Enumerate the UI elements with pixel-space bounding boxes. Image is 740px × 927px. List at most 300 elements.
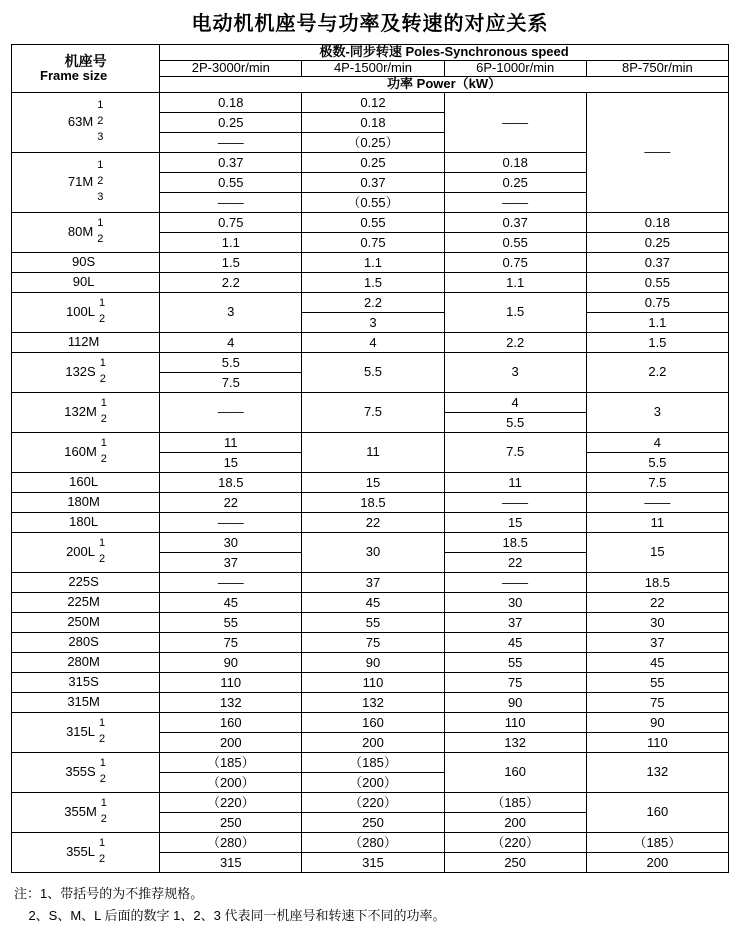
- cell-c2: [302, 592, 444, 612]
- cell-c1: [160, 592, 302, 612]
- frame-size-variant: 2: [99, 853, 106, 866]
- table-row: [12, 692, 729, 712]
- cell-value: ——: [502, 114, 529, 130]
- cell-value: 45: [650, 654, 665, 670]
- cell-value: 132: [646, 764, 669, 780]
- cell-value: 200: [646, 854, 669, 870]
- frame-size-cell: [12, 272, 160, 292]
- cell-c4: [586, 832, 728, 872]
- cell-value: 0.75: [160, 213, 301, 233]
- table-row: [12, 332, 729, 352]
- table-row: [12, 752, 729, 792]
- frame-size-label: 250M: [67, 613, 100, 629]
- table-row: [12, 512, 729, 532]
- cell-value: 200: [504, 814, 527, 830]
- cell-value: 1.5: [648, 334, 667, 350]
- frame-size-label: 80M: [67, 223, 94, 239]
- frame-size-label: 100L: [66, 303, 95, 319]
- cell-value: 90: [587, 713, 728, 733]
- cell-c2: [302, 532, 444, 572]
- cell-value: 15: [365, 474, 381, 490]
- cell-value: （280）: [160, 833, 301, 853]
- table-row: [12, 352, 729, 392]
- cell-value: 30: [650, 614, 665, 630]
- cell-value: 7.5: [221, 374, 240, 390]
- frame-size-label: 112M: [67, 333, 100, 349]
- cell-value: 3: [227, 304, 235, 320]
- cell-value: 0.25: [445, 173, 586, 193]
- cell-c3: [444, 692, 586, 712]
- cell-c4: [586, 332, 728, 352]
- table-row: [12, 292, 729, 332]
- cell-value: 90: [507, 694, 523, 710]
- frame-size-variant: 3: [97, 191, 104, 204]
- cell-value: 30: [507, 594, 523, 610]
- cell-value: 7.5: [506, 444, 525, 460]
- cell-value: 1.5: [221, 254, 240, 270]
- cell-value: ——: [502, 574, 529, 590]
- cell-c1: [160, 712, 302, 752]
- cell-value: 160: [504, 764, 527, 780]
- cell-value: 18.5: [218, 474, 244, 490]
- cell-value: 1.1: [221, 234, 240, 250]
- frame-size-variant: 1: [99, 537, 106, 550]
- header-speed-column-3: 6P-1000r/min: [444, 60, 586, 76]
- frame-size-label: 200L: [66, 543, 95, 559]
- cell-c1: [160, 492, 302, 512]
- frame-size-cell: [12, 692, 160, 712]
- cell-c1: [160, 152, 302, 212]
- cell-value: 160: [646, 804, 669, 820]
- cell-value: 160: [302, 713, 443, 733]
- cell-value: 4: [587, 433, 728, 453]
- cell-c2: [302, 512, 444, 532]
- cell-value: 132: [362, 694, 384, 710]
- cell-value: 5.5: [506, 414, 525, 430]
- cell-value: 37: [223, 554, 239, 570]
- frame-size-cell: [12, 832, 160, 872]
- frame-size-cell: [12, 332, 160, 352]
- cell-value: 315: [219, 854, 242, 870]
- cell-c4: [586, 92, 728, 212]
- cell-value: 37: [650, 634, 665, 650]
- cell-value: 5.5: [648, 454, 667, 470]
- cell-value: ——: [644, 494, 671, 510]
- cell-c4: [586, 352, 728, 392]
- cell-c4: [586, 752, 728, 792]
- frame-size-variants: [99, 296, 105, 328]
- cell-value: 75: [223, 634, 239, 650]
- cell-c1: [160, 832, 302, 872]
- cell-c1: [160, 272, 302, 292]
- cell-value: 2.2: [506, 334, 525, 350]
- frame-size-cell: [12, 712, 160, 752]
- cell-c4: [586, 612, 728, 632]
- frame-size-label: 180L: [69, 513, 99, 529]
- cell-c2: [302, 432, 444, 472]
- frame-size-variant: 2: [99, 553, 106, 566]
- frame-size-label: 160M: [64, 443, 97, 459]
- cell-c4: [586, 532, 728, 572]
- frame-size-label: 280S: [68, 633, 99, 649]
- cell-value: 0.37: [644, 254, 671, 270]
- cell-value: 11: [366, 444, 380, 460]
- cell-c4: [586, 792, 728, 832]
- note-2: 2、S、M、L 后面的数字 1、2、3 代表同一机座号和转速下不同的功率。: [14, 907, 446, 923]
- note-1: 注：1、带括号的为不推荐规格。: [14, 885, 204, 901]
- cell-value: 18.5: [644, 574, 671, 590]
- header-poles-group: 极数-同步转速 Poles-Synchronous speed: [160, 45, 729, 61]
- cell-value: （185）: [160, 753, 301, 773]
- cell-c4: [586, 672, 728, 692]
- frame-size-label: 63M: [67, 113, 94, 129]
- frame-size-variant: 1: [99, 717, 106, 730]
- cell-value: 55: [650, 674, 665, 690]
- cell-value: （185）: [445, 793, 586, 813]
- cell-c3: [444, 92, 586, 152]
- cell-c4: [586, 512, 728, 532]
- cell-value: 22: [650, 594, 665, 610]
- cell-c2: [302, 212, 444, 252]
- cell-value: （200）: [349, 774, 397, 790]
- cell-c3: [444, 652, 586, 672]
- frame-size-variant: 1: [97, 99, 104, 112]
- cell-value: 1.1: [648, 314, 667, 330]
- cell-c4: [586, 712, 728, 752]
- cell-value: （0.25）: [347, 134, 399, 150]
- frame-size-cell: [12, 592, 160, 612]
- cell-c3: [444, 672, 586, 692]
- cell-c2: [302, 692, 444, 712]
- cell-value: 45: [507, 634, 523, 650]
- frame-size-variant: 1: [100, 437, 107, 450]
- cell-c4: [586, 692, 728, 712]
- cell-c2: [302, 752, 444, 792]
- cell-c3: [444, 352, 586, 392]
- header-speed-column-1: 2P-3000r/min: [160, 60, 302, 76]
- cell-value: （220）: [445, 833, 586, 853]
- frame-size-variant: 1: [97, 159, 104, 172]
- table-row: [12, 532, 729, 572]
- header-frame-size-cn: 机座号: [64, 52, 107, 69]
- cell-c3: [444, 832, 586, 872]
- header-frame-size: [12, 45, 160, 93]
- cell-c1: [160, 352, 302, 392]
- table-row: [12, 592, 729, 612]
- cell-value: 0.55: [644, 274, 671, 290]
- table-row: [12, 472, 729, 492]
- frame-size-cell: [12, 512, 160, 532]
- frame-size-variant: 2: [97, 233, 104, 246]
- cell-value: 0.37: [302, 173, 443, 193]
- cell-value: 11: [160, 433, 301, 453]
- cell-value: 22: [223, 494, 239, 510]
- cell-value: 0.25: [644, 234, 671, 250]
- cell-value: 0.55: [302, 213, 443, 233]
- frame-size-cell: [12, 212, 160, 252]
- frame-size-label: 160L: [69, 473, 99, 489]
- cell-value: 15: [507, 514, 523, 530]
- cell-c1: [160, 432, 302, 472]
- cell-c1: [160, 652, 302, 672]
- cell-value: 18.5: [360, 494, 386, 510]
- frame-size-variants: [101, 796, 107, 828]
- cell-c2: [302, 352, 444, 392]
- cell-c2: [302, 252, 444, 272]
- frame-size-label: 280M: [67, 653, 100, 669]
- cell-value: 3: [653, 404, 661, 420]
- cell-c2: [302, 472, 444, 492]
- cell-value: 37: [365, 574, 381, 590]
- cell-value: （185）: [302, 753, 443, 773]
- cell-c2: [302, 712, 444, 752]
- cell-value: 22: [507, 554, 523, 570]
- cell-value: 1.1: [363, 254, 383, 270]
- frame-size-variant: 1: [100, 397, 107, 410]
- frame-size-variants: [97, 158, 103, 206]
- table-row: [12, 572, 729, 592]
- cell-value: 315: [362, 854, 384, 870]
- cell-c3: [444, 492, 586, 512]
- frame-size-cell: [12, 652, 160, 672]
- cell-c4: [586, 272, 728, 292]
- cell-value: 75: [650, 694, 665, 710]
- cell-value: 55: [365, 614, 381, 630]
- cell-c4: [586, 472, 728, 492]
- cell-c3: [444, 392, 586, 432]
- frame-size-cell: [12, 572, 160, 592]
- cell-value: 110: [220, 674, 242, 690]
- table-row: [12, 792, 729, 832]
- cell-c1: [160, 532, 302, 572]
- frame-size-cell: [12, 532, 160, 572]
- cell-c4: [586, 492, 728, 512]
- cell-value: 0.18: [302, 113, 443, 133]
- frame-size-label: 355L: [66, 843, 95, 859]
- cell-value: 75: [365, 634, 381, 650]
- cell-c2: [302, 572, 444, 592]
- cell-value: 55: [223, 614, 239, 630]
- cell-value: 30: [160, 533, 301, 553]
- header-frame-size-en: Frame size: [40, 67, 108, 83]
- frame-size-variants: [99, 836, 105, 868]
- frame-size-cell: [12, 352, 160, 392]
- cell-c3: [444, 472, 586, 492]
- frame-size-cell: [12, 152, 160, 212]
- table-row: [12, 252, 729, 272]
- frame-size-variant: 1: [99, 837, 106, 850]
- cell-c3: [444, 272, 586, 292]
- frame-size-label: 132S: [65, 363, 96, 379]
- frame-size-variants: [101, 396, 107, 428]
- cell-value: 15: [650, 544, 665, 560]
- cell-c1: [160, 632, 302, 652]
- table-row: [12, 392, 729, 432]
- table-row: [12, 712, 729, 752]
- cell-c3: [444, 212, 586, 252]
- motor-power-speed-table: [11, 44, 729, 873]
- cell-value: 132: [219, 694, 242, 710]
- frame-size-cell: [12, 752, 160, 792]
- cell-c1: [160, 292, 302, 332]
- cell-value: 200: [362, 734, 384, 750]
- cell-c1: [160, 212, 302, 252]
- frame-size-label: 315L: [66, 723, 95, 739]
- frame-size-variant: 1: [100, 797, 107, 810]
- frame-size-variant: 2: [99, 733, 106, 746]
- cell-value: 45: [223, 594, 239, 610]
- cell-value: 0.12: [302, 93, 443, 113]
- cell-value: 250: [362, 814, 384, 830]
- cell-value: （185）: [587, 833, 728, 853]
- cell-value: 0.18: [445, 153, 586, 173]
- frame-size-label: 225M: [67, 593, 100, 609]
- frame-size-variant: 2: [97, 175, 104, 188]
- cell-value: 2.2: [648, 364, 667, 380]
- cell-c4: [586, 652, 728, 672]
- cell-value: 30: [365, 544, 381, 560]
- frame-size-variants: [101, 436, 107, 468]
- cell-c2: [302, 392, 444, 432]
- cell-c3: [444, 612, 586, 632]
- frame-size-variant: 2: [97, 115, 104, 128]
- cell-value: 0.55: [160, 173, 301, 193]
- cell-c3: [444, 632, 586, 652]
- cell-value: 4: [227, 334, 235, 350]
- cell-value: 22: [365, 514, 381, 530]
- table-row: [12, 432, 729, 472]
- frame-size-variant: 2: [100, 453, 107, 466]
- cell-value: 0.55: [502, 234, 528, 250]
- frame-size-variants: [97, 216, 103, 248]
- cell-c2: [302, 332, 444, 352]
- cell-value: 7.5: [648, 474, 667, 490]
- cell-value: 1.1: [506, 274, 525, 290]
- cell-c4: [586, 432, 728, 472]
- frame-size-variant: 2: [99, 373, 106, 386]
- cell-value: ——: [217, 194, 244, 210]
- table-row: [12, 632, 729, 652]
- frame-size-cell: [12, 472, 160, 492]
- cell-value: 75: [507, 674, 523, 690]
- table-row: [12, 832, 729, 872]
- cell-c2: [302, 792, 444, 832]
- cell-c2: [302, 612, 444, 632]
- cell-value: 200: [219, 734, 242, 750]
- cell-value: 250: [219, 814, 242, 830]
- frame-size-variant: 1: [99, 357, 106, 370]
- cell-value: 0.25: [160, 113, 301, 133]
- cell-value: ——: [644, 144, 671, 160]
- frame-size-label: 355S: [65, 763, 96, 779]
- frame-size-label: 355M: [64, 803, 97, 819]
- cell-value: ——: [217, 514, 244, 530]
- table-row: [12, 92, 729, 152]
- cell-value: ——: [502, 194, 529, 210]
- cell-c2: [302, 672, 444, 692]
- cell-c4: [586, 252, 728, 272]
- cell-value: 1.5: [506, 304, 525, 320]
- cell-c2: [302, 152, 444, 212]
- cell-value: 3: [369, 314, 377, 330]
- table-row: [12, 652, 729, 672]
- frame-size-variants: [97, 98, 103, 146]
- cell-value: ——: [217, 574, 244, 590]
- cell-c3: [444, 432, 586, 472]
- cell-c3: [444, 512, 586, 532]
- cell-value: ——: [502, 494, 529, 510]
- frame-size-cell: [12, 792, 160, 832]
- cell-value: （200）: [206, 774, 255, 790]
- frame-size-variant: 2: [99, 773, 106, 786]
- cell-c3: [444, 572, 586, 592]
- cell-c1: [160, 792, 302, 832]
- cell-value: （220）: [160, 793, 301, 813]
- cell-c3: [444, 292, 586, 332]
- cell-c3: [444, 152, 586, 212]
- table-row: [12, 212, 729, 252]
- cell-value: 0.37: [445, 213, 586, 233]
- frame-size-variant: 1: [97, 217, 104, 230]
- cell-value: 15: [223, 454, 239, 470]
- frame-size-variant: 1: [99, 297, 106, 310]
- frame-size-cell: [12, 632, 160, 652]
- table-row: [12, 492, 729, 512]
- cell-c1: [160, 672, 302, 692]
- table-row: [12, 272, 729, 292]
- cell-value: 0.75: [502, 254, 528, 270]
- frame-size-label: 315S: [68, 673, 99, 689]
- cell-c1: [160, 512, 302, 532]
- frame-size-label: 71M: [67, 173, 94, 189]
- frame-size-variants: [100, 356, 106, 388]
- cell-c2: [302, 272, 444, 292]
- frame-size-label: 225S: [68, 573, 99, 589]
- cell-value: 4: [445, 393, 586, 413]
- cell-c4: [586, 572, 728, 592]
- frame-size-label: 90S: [72, 253, 96, 269]
- cell-c4: [586, 212, 728, 252]
- cell-c3: [444, 332, 586, 352]
- cell-value: 3: [511, 364, 519, 380]
- frame-size-variants: [99, 536, 105, 568]
- frame-size-label: 180M: [67, 493, 100, 509]
- cell-value: 110: [647, 734, 668, 750]
- cell-c3: [444, 792, 586, 832]
- frame-size-variants: [100, 756, 106, 788]
- cell-value: 1.5: [363, 274, 383, 290]
- cell-value: 250: [504, 854, 527, 870]
- cell-value: 2.2: [221, 274, 240, 290]
- frame-size-cell: [12, 612, 160, 632]
- cell-c4: [586, 632, 728, 652]
- page-title: 电动机机座号与功率及转速的对应关系: [191, 13, 549, 35]
- cell-value: 0.75: [360, 234, 386, 250]
- cell-c1: [160, 612, 302, 632]
- frame-size-label: 132M: [64, 403, 97, 419]
- frame-size-variant: 2: [100, 813, 107, 826]
- cell-value: 0.18: [587, 213, 728, 233]
- frame-size-cell: [12, 672, 160, 692]
- cell-value: 37: [507, 614, 523, 630]
- cell-value: （220）: [302, 793, 443, 813]
- cell-value: （280）: [302, 833, 443, 853]
- table-notes: [0, 873, 740, 927]
- cell-value: 11: [650, 514, 665, 530]
- cell-value: ——: [217, 134, 244, 150]
- frame-size-label: 90L: [72, 273, 95, 289]
- cell-c3: [444, 712, 586, 752]
